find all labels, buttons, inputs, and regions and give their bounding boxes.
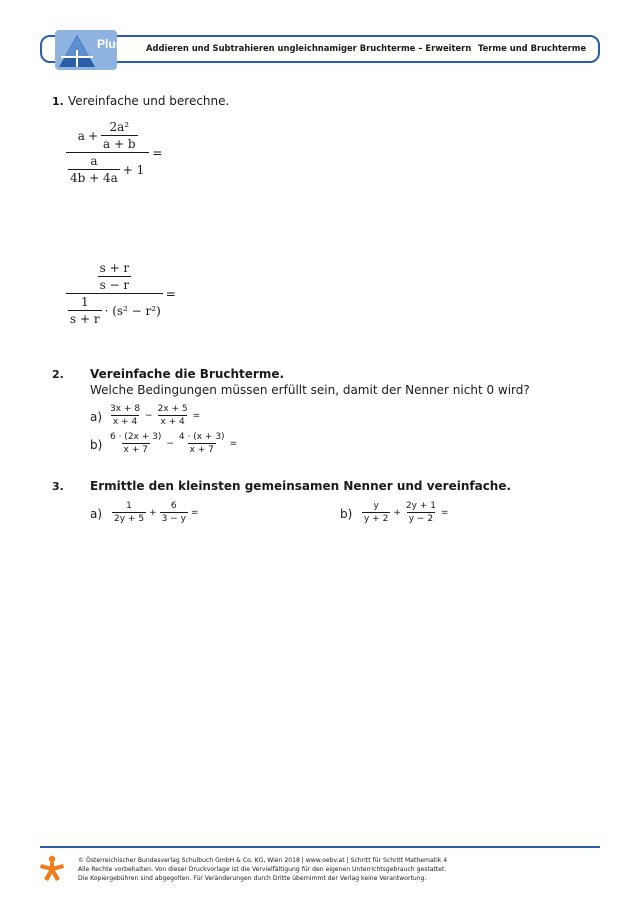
task3-title: Ermittle den kleinsten gemeinsamen Nenner und vereinfache. [90,479,512,493]
task2a-expression: 3x + 8 x + 4 − $\frac{2x + 5}{x + 4}$ = [110,404,201,427]
footer-copyright [78,856,447,883]
task2a-label: a) [90,410,103,424]
task2b-expression: 6 · (2x + 3) x + 7 − $\frac{4 \cdot (x + 3)}{x + 7}$ = [110,432,238,455]
plus-logo-icon [55,30,123,70]
task2-title: Vereinfache die Bruchterme. [90,367,285,381]
worksheet-topic: Terme und Bruchterme [478,43,587,53]
task1-expression-1: a + $\frac{\text{2a²}}{a + b}$ a 4b + 4a + 1 = [66,120,165,185]
task3b-expression: y y + 2 + $\frac{2y + 1}{y - 2}$ = [364,501,449,524]
task3a-expression: 1 2y + 5 + $\frac{6}{3 - y}$ = [114,501,199,524]
footer-divider [40,846,600,848]
footer-line-2: Alle Rechte vorbehalten. Von dieser Druckvorlage ist die Vervielfältigung für den eigenen Unterrichtsgebrauch gestattet. [78,866,447,873]
publisher-logo-icon [38,854,66,882]
task1-instruction: Vereinfache und berechne. [68,94,230,108]
task1-number: 1. [52,95,64,108]
task1-expression-2: $\frac{s + r}{s - r}$ 1 s + r · (s² − r²) = [66,261,179,326]
task3-number: 3. [52,480,64,493]
worksheet-title: Addieren und Subtrahieren ungleichnamiger Bruchterme – Erweitern [146,43,472,53]
task3a-label: a) [90,507,103,521]
footer-line-3: Die Kopiergebühren sind abgegolten. Für Veränderungen durch Dritte übernimmt der Verlag keine Verantwortung. [78,875,427,882]
task2-number: 2. [52,368,64,381]
task2b-label: b) [90,438,103,452]
svg-text:Plus: Plus [97,37,123,51]
task2-subtitle: Welche Bedingungen müssen erfüllt sein, damit der Nenner nicht 0 wird? [90,383,530,397]
footer-line-1: © Österreichischer Bundesverlag Schulbuch GmbH & Co. KG, Wien 2018 | www.oebv.at | Schritt für Schritt Mathematik 4 [78,857,448,864]
task3b-label: b) [340,507,353,521]
